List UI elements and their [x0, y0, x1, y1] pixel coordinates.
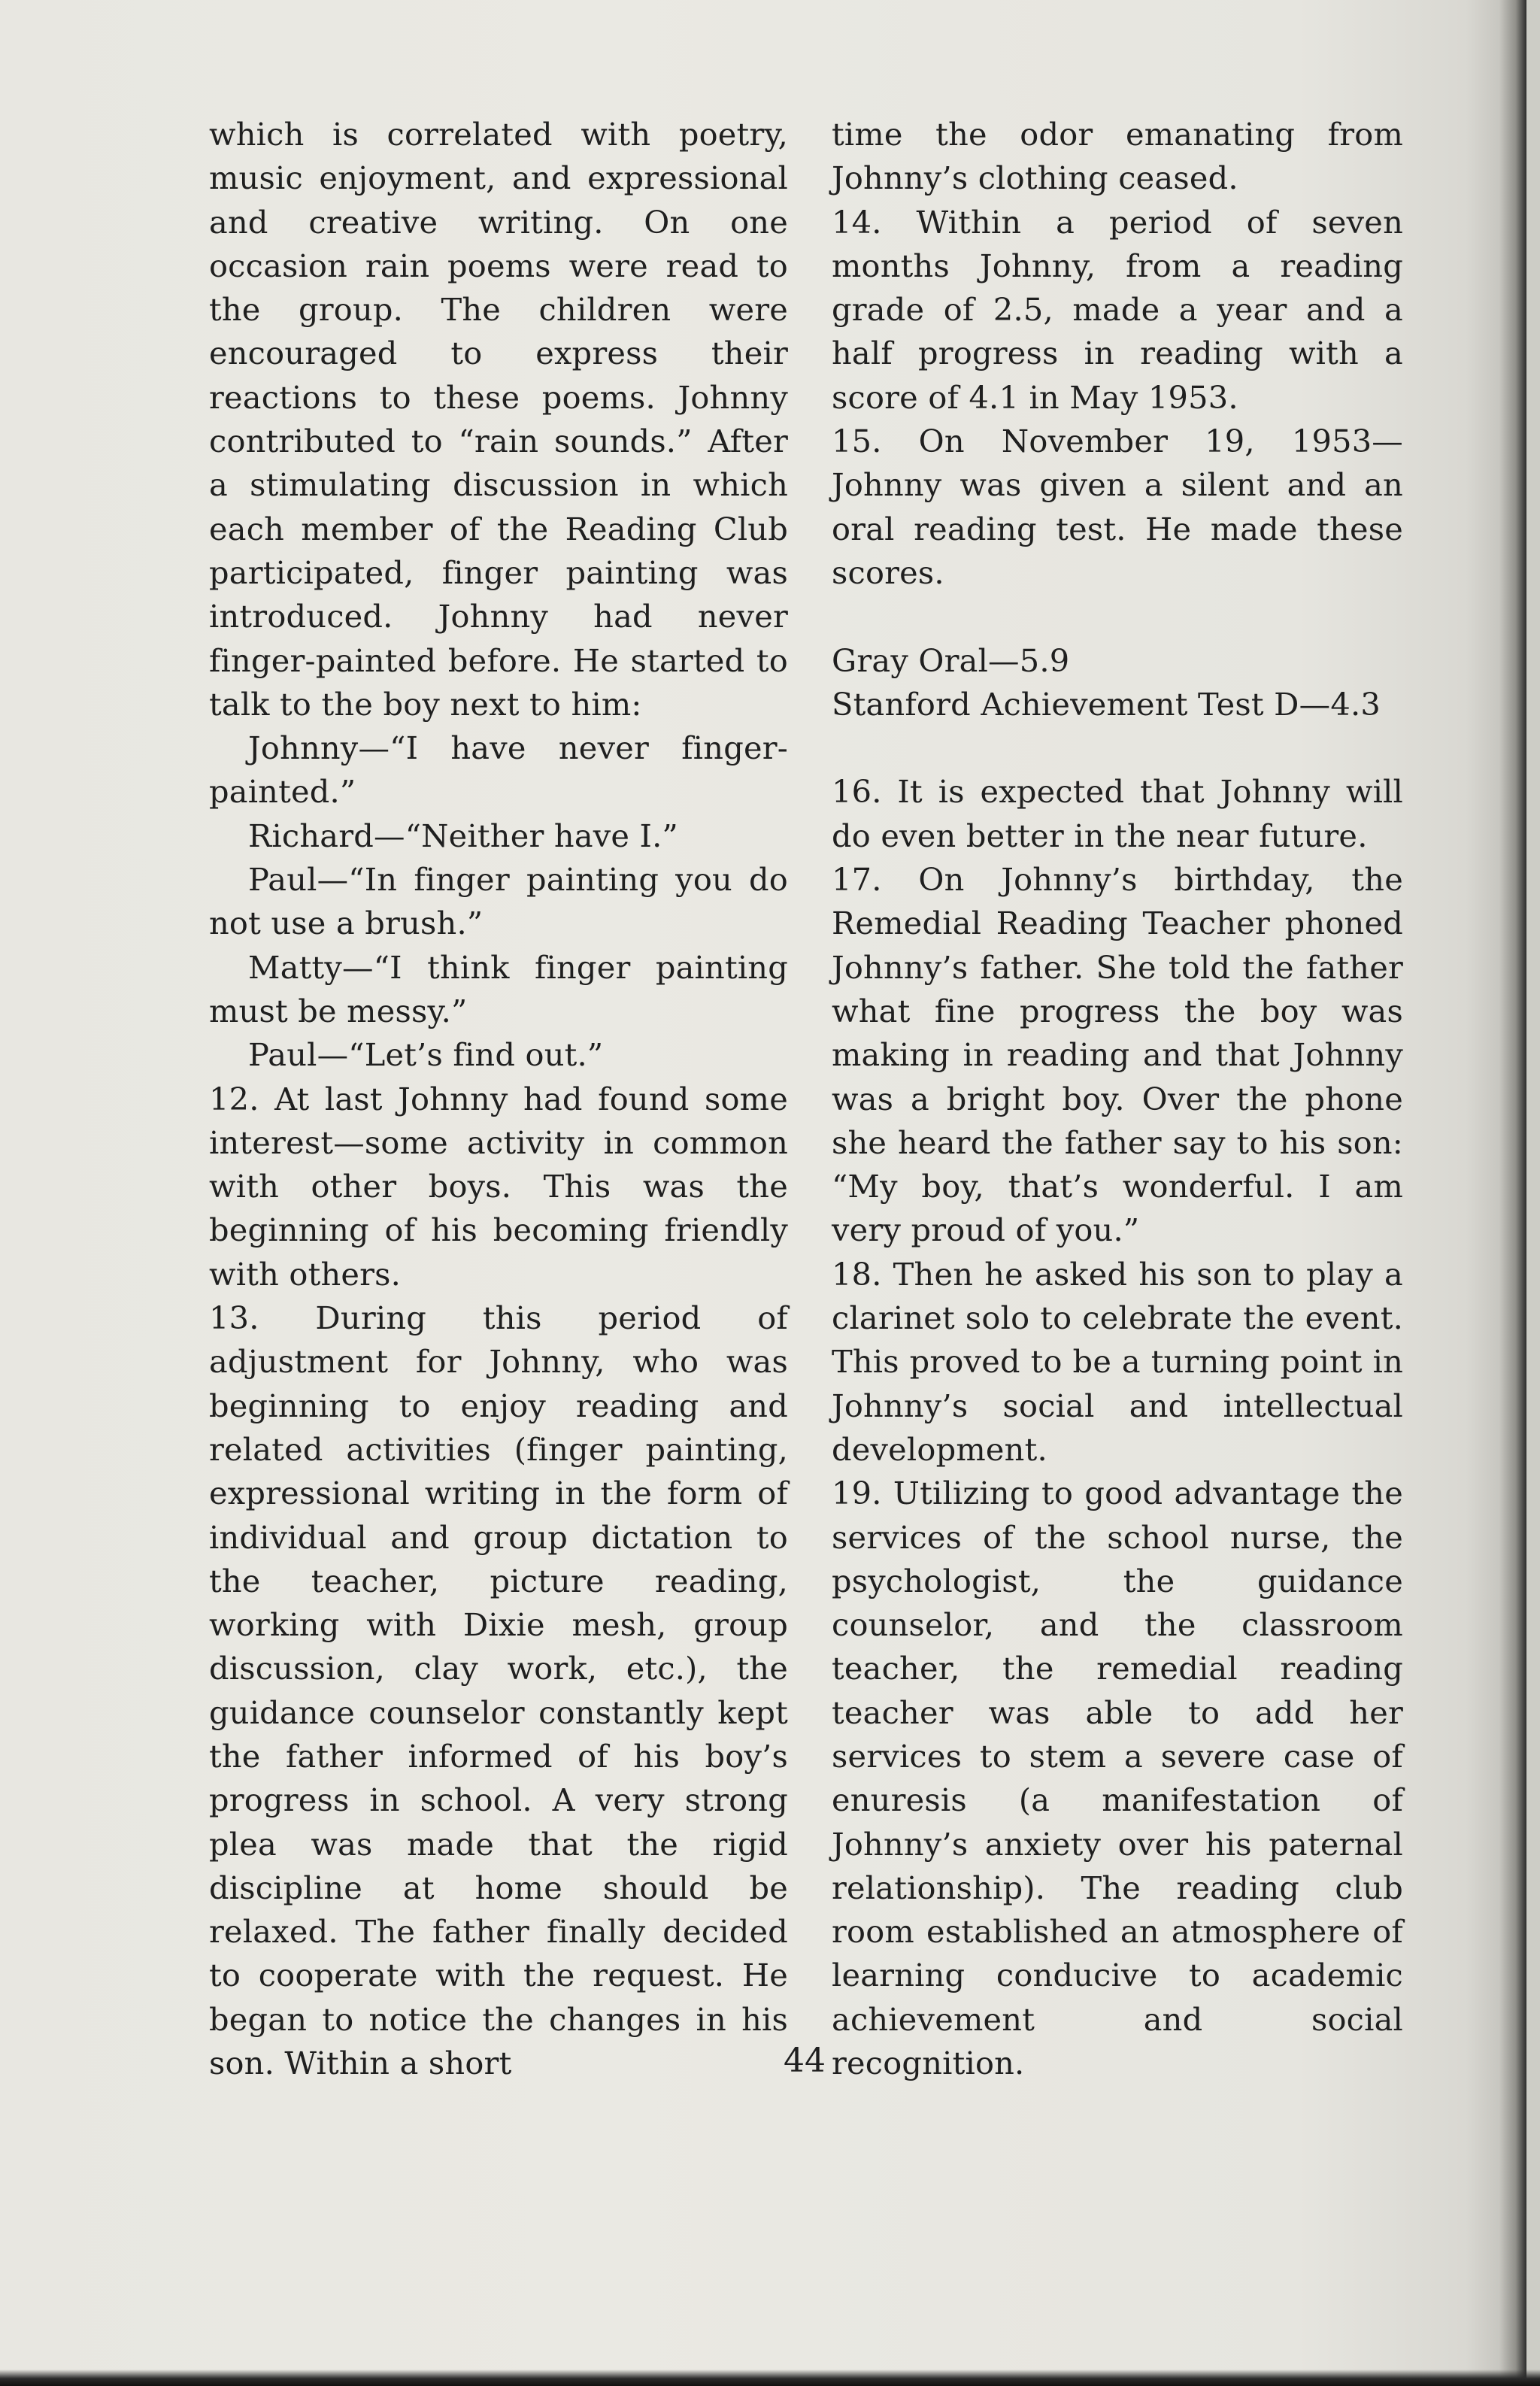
page-bottom-edge	[0, 2369, 1540, 2386]
paragraph-14: 14. Within a period of seven months Johnny, from a reading grade of 2.5, made a year and a half progress in reading with a score of 4.1 in May 1953.	[832, 203, 1403, 416]
dialogue-johnny: Johnny—“I have never finger-painted.”	[209, 729, 788, 811]
paragraph-19: 19. Utilizing to good advantage the services of the school nurse, the psychologist, the guidance counselor, and the classroom teacher, the remedial reading teacher was able to add her services to stem a severe case of enuresis (a manifestation of Johnny’s anxiety over his paternal relationship). The reading club room established an atmosphere of learning conducive to academic achievement and social recognition.	[832, 1475, 1403, 2082]
left-column	[209, 113, 788, 2085]
score-stanford-achievement: Stanford Achievement Test D—4.3	[832, 685, 1381, 723]
paragraph-18: 18. Then he asked his son to play a clarinet solo to celebrate the event. This proved to be a turning point in Johnny’s social and intellectual development.	[832, 1255, 1403, 1468]
dialogue-matty: Matty—“I think finger painting must be messy.”	[209, 948, 788, 1029]
paragraph-15: 15. On November 19, 1953— Johnny was given a silent and an oral reading test. He made these scores.	[832, 423, 1403, 591]
spacer	[832, 595, 1403, 638]
paragraph-13: 13. During this period of adjustment for Johnny, who was beginning to enjoy reading and related activities (finger painting, expressional writing in the form of individual and group dictation to the teacher, picture reading, working with Dixie mesh, group discussion, clay work, etc.), the guidance counselor constantly kept the father informed of his boy’s progress in school. A very strong plea was made that the rigid discipline at home should be relaxed. The father finally decided to cooperate with the request. He began to notice the changes in his son. Within a short	[209, 1299, 788, 2082]
paragraph-odor-ceased: time the odor emanating from Johnny’s clothing ceased.	[832, 116, 1403, 197]
dialogue-paul-brush: Paul—“In finger painting you do not use a brush.”	[209, 861, 788, 942]
binding-edge-shadow	[1499, 0, 1526, 2386]
dialogue-paul-find-out: Paul—“Let’s find out.”	[248, 1036, 604, 1074]
score-gray-oral: Gray Oral—5.9	[832, 641, 1070, 679]
paragraph-12: 12. At last Johnny had found some interest—some activity in common with other boys. This was the beginning of his becoming friendly with others.	[209, 1080, 788, 1293]
page-number: 44	[784, 2042, 826, 2080]
paragraph-poetry-finger-painting: which is correlated with poetry, music enjoyment, and expressional and creative writing. On one occasion rain poems were read to the group. The children were encouraged to express their reactions to these poems. Johnny contributed to “rain sounds.” After a stimulating discussion in which each member of the Reading Club participated, finger painting was introduced. Johnny had never finger-painted before. He started to talk to the boy next to him:	[209, 116, 788, 723]
right-column	[832, 113, 1403, 2085]
paragraph-16: 16. It is expected that Johnny will do even better in the near future.	[832, 773, 1403, 854]
paragraph-17: 17. On Johnny’s birthday, the Remedial Reading Teacher phoned Johnny’s father. She told the father what fine progress the boy was making in reading and that Johnny was a bright boy. Over the phone she heard the father say to his son: “My boy, that’s wonderful. I am very proud of you.”	[832, 861, 1403, 1249]
dialogue-richard: Richard—“Neither have I.”	[248, 817, 678, 854]
spacer	[832, 726, 1403, 770]
